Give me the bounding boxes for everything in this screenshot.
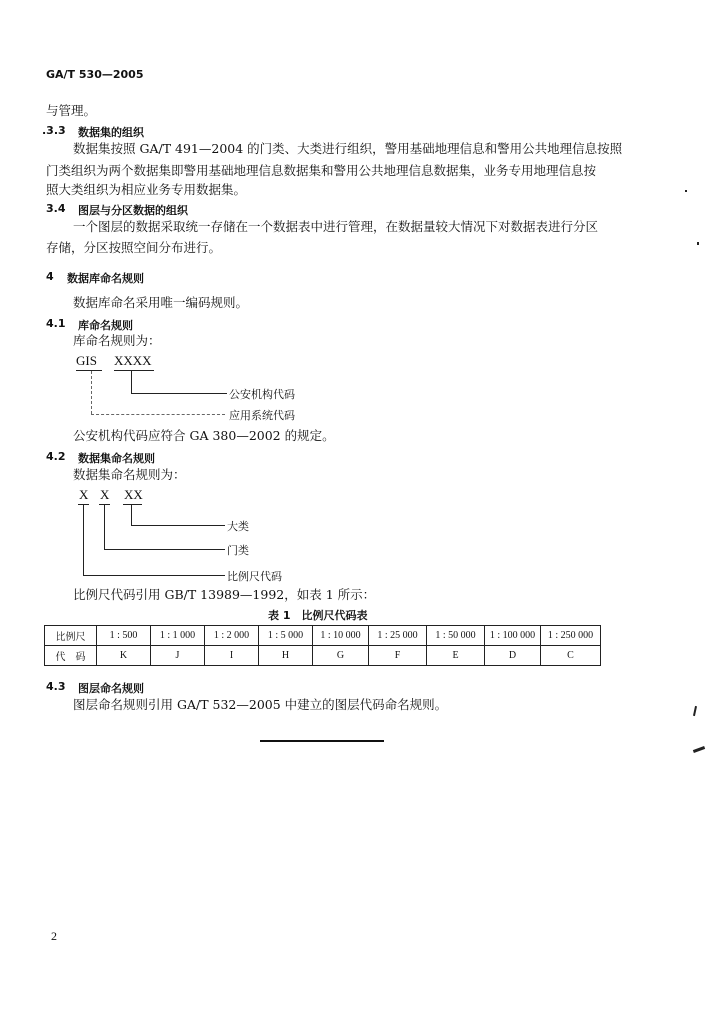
section-4-1-note: 公安机构代码应符合 GA 380—2002 的规定。 xyxy=(73,428,335,443)
section-4-number: 4 xyxy=(46,270,54,283)
table-row-scale xyxy=(45,626,601,646)
xxxx-underline xyxy=(114,370,154,371)
code-cell: E xyxy=(427,646,485,666)
code-cell: J xyxy=(151,646,205,666)
label-door-class: 门类 xyxy=(227,544,249,557)
section-3-3-title: 数据集的组织 xyxy=(78,126,144,139)
code-gis: GIS xyxy=(76,353,97,368)
scale-cell: 1 : 5 000 xyxy=(259,626,313,646)
section-4-title: 数据库命名规则 xyxy=(67,272,144,285)
section-4-1-rule-intro: 库命名规则为： xyxy=(73,333,161,348)
code-cell: I xyxy=(205,646,259,666)
app-code-connector-vertical xyxy=(91,371,92,414)
org-code-connector-vertical xyxy=(131,371,132,393)
section-4-intro: 数据库命名采用唯一编码规则。 xyxy=(73,295,249,310)
section-4-1-number: 4.1 xyxy=(46,317,66,330)
door-connector-vertical xyxy=(104,505,105,549)
label-org-code: 公安机构代码 xyxy=(229,388,295,401)
section-4-2-title: 数据集命名规则 xyxy=(78,452,155,465)
code-x-scale: X xyxy=(79,487,89,502)
section-3-4-number: 3.4 xyxy=(46,202,66,215)
table-row-header-scale: 比例尺 xyxy=(45,626,97,646)
code-cell: G xyxy=(313,646,369,666)
continuation-text: 与管理。 xyxy=(46,103,97,118)
scale-cell: 1 : 100 000 xyxy=(485,626,541,646)
label-major-class: 大类 xyxy=(227,520,249,533)
scan-speck xyxy=(697,242,699,245)
code-cell: C xyxy=(541,646,601,666)
scan-speck xyxy=(693,706,697,716)
table-row-header-code: 代 码 xyxy=(45,646,97,666)
section-3-3-line-3: 照大类组织为相应业务专用数据集。 xyxy=(46,182,247,197)
door-connector-horizontal xyxy=(104,549,225,550)
code-cell: K xyxy=(97,646,151,666)
scale-cell: 1 : 10 000 xyxy=(313,626,369,646)
scale-cell: 1 : 250 000 xyxy=(541,626,601,646)
app-code-connector-horizontal xyxy=(91,414,225,415)
code-cell: H xyxy=(259,646,313,666)
code-cell: D xyxy=(485,646,541,666)
gis-underline xyxy=(76,370,102,371)
section-4-3-text: 图层命名规则引用 GA/T 532—2005 中建立的图层代码命名规则。 xyxy=(73,697,448,712)
section-4-3-number: 4.3 xyxy=(46,680,66,693)
table-row-code xyxy=(45,646,601,666)
table-1-caption: 表 1 比例尺代码表 xyxy=(268,609,368,622)
xx-major-underline xyxy=(123,504,142,505)
section-3-4-line-1: 一个图层的数据采取统一存储在一个数据表中进行管理，在数据量较大情况下对数据表进行分区 xyxy=(73,219,599,234)
scale-connector-vertical xyxy=(83,505,84,575)
code-cell: F xyxy=(369,646,427,666)
code-xx-major: XX xyxy=(124,487,143,502)
section-4-2-number: 4.2 xyxy=(46,450,66,463)
code-x-door: X xyxy=(100,487,110,502)
scale-cell: 1 : 500 xyxy=(97,626,151,646)
code-xxxx: XXXX xyxy=(114,353,152,368)
section-3-3-line-1: 数据集按照 GA/T 491—2004 的门类、大类进行组织，警用基础地理信息和警用公共地理信息按照 xyxy=(73,141,623,156)
section-3-3-number: .3.3 xyxy=(42,124,66,137)
scale-cell: 1 : 50 000 xyxy=(427,626,485,646)
section-4-3-title: 图层命名规则 xyxy=(78,682,144,695)
scale-cell: 1 : 2 000 xyxy=(205,626,259,646)
end-rule xyxy=(260,740,384,742)
label-app-code: 应用系统代码 xyxy=(229,409,295,422)
scan-speck xyxy=(693,746,705,753)
section-4-2-rule-intro: 数据集命名规则为： xyxy=(73,467,186,482)
section-4-2-note: 比例尺代码引用 GB/T 13989—1992，如表 1 所示： xyxy=(73,587,376,602)
section-3-4-line-2: 存储，分区按照空间分布进行。 xyxy=(46,240,222,255)
major-connector-horizontal xyxy=(131,525,225,526)
org-code-connector-horizontal xyxy=(131,393,227,394)
scale-cell: 1 : 25 000 xyxy=(369,626,427,646)
section-3-4-title: 图层与分区数据的组织 xyxy=(78,204,188,217)
major-connector-vertical xyxy=(131,505,132,525)
page-number: 2 xyxy=(51,929,57,943)
label-scale-code: 比例尺代码 xyxy=(227,570,282,583)
section-3-3-line-2: 门类组织为两个数据集即警用基础地理信息数据集和警用公共地理信息数据集，业务专用地理信息按 xyxy=(46,163,597,178)
scale-cell: 1 : 1 000 xyxy=(151,626,205,646)
scale-code-table xyxy=(44,625,601,666)
scale-connector-horizontal xyxy=(83,575,225,576)
scan-speck xyxy=(685,190,687,192)
standard-id: GA/T 530—2005 xyxy=(46,68,144,81)
section-4-1-title: 库命名规则 xyxy=(78,319,133,332)
